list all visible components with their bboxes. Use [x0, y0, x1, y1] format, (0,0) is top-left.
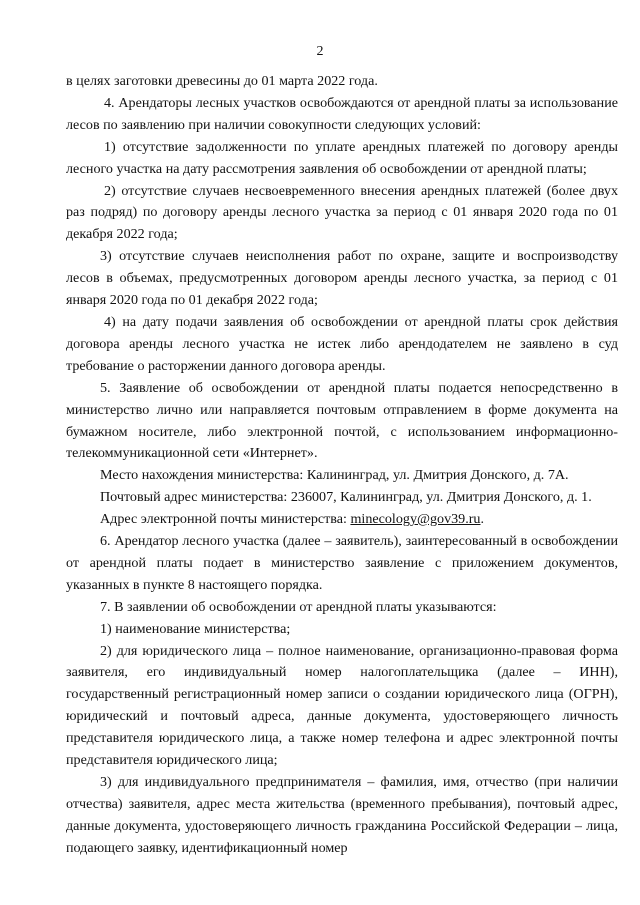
- paragraph-item-4: 4. Арендаторы лесных участков освобождаются от арендной платы за использование лесов по заявлению при наличии совокупности следующих условий:: [66, 94, 618, 133]
- paragraph-item-5: 5. Заявление об освобождении от арендной платы подается непосредственно в министерство лично или направляется почтовым отправлением в форме документа на бумажном носителе, либо электронной почтой, с использованием информационно-телекоммуникационной сети «Интернет».: [66, 379, 618, 462]
- paragraph-subitem-1: 1) наименование министерства;: [100, 620, 291, 637]
- paragraph-subitem-3: 3) для индивидуального предпринимателя – фамилия, имя, отчество (при наличии отчества) заявителя, адрес места жительства (временного пребывания), почтовый адрес, данные документа, удостоверяющего личность гражданина Российской Федерации – лица, подающего заявку, идентификационный номер: [66, 774, 618, 856]
- paragraph-postal-address: Почтовый адрес министерства: 236007, Калининград, ул. Дмитрия Донского, д. 1.: [100, 489, 592, 506]
- document-body: [66, 71, 618, 860]
- email-label: Адрес электронной почты министерства:: [100, 511, 351, 528]
- page-number: 2: [316, 44, 324, 59]
- paragraph-condition-1: 1) отсутствие задолженности по уплате арендных платежей по договору аренды лесного участка на дату рассмотрения заявления об освобождении от арендной платы;: [66, 138, 618, 177]
- paragraph-location: Место нахождения министерства: Калининград, ул. Дмитрия Донского, д. 7А.: [100, 467, 569, 484]
- paragraph-item-7: 7. В заявлении об освобождении от арендной платы указываются:: [100, 598, 497, 615]
- paragraph-condition-2: 2) отсутствие случаев несвоевременного внесения арендных платежей (более двух раз подряд) по договору аренды лесного участка за период с 01 января 2020 года по 01 декабря 2022 года;: [66, 182, 618, 243]
- paragraph-subitem-2: 2) для юридического лица – полное наименование, организационно-правовая форма заявителя, его индивидуальный номер налогоплательщика (далее – ИНН), государственный регистрационный номер записи о создании юридического лица (ОГРН), юридический и почтовый адреса, данные документа, удостоверяющего личность представителя юридического лица, а также номер телефона и адрес электронной почты представителя юридического лица;: [66, 642, 618, 769]
- paragraph-condition-3: 3) отсутствие случаев неисполнения работ по охране, защите и воспроизводству лесов в объемах, предусмотренных договором аренды лесного участка, за период с 01 января 2020 года по 01 декабря 2022 года;: [66, 248, 618, 309]
- email-link[interactable]: minecology@gov39.ru: [350, 511, 481, 528]
- paragraph-condition-4: 4) на дату подачи заявления об освобождении от арендной платы срок действия договора аренды лесного участка не истек либо арендодателем не заявлено в суд требование о расторжении данного договора аренды.: [66, 313, 618, 374]
- paragraph-item-6: 6. Арендатор лесного участка (далее – заявитель), заинтересованный в освобождении от арендной платы подает в министерство заявление с приложением документов, указанных в пункте 8 настоящего порядка.: [66, 533, 618, 593]
- paragraph-continuation: в целях заготовки древесины до 01 марта 2022 года.: [66, 73, 378, 89]
- paragraph-email: [66, 509, 618, 531]
- email-suffix: .: [480, 511, 485, 528]
